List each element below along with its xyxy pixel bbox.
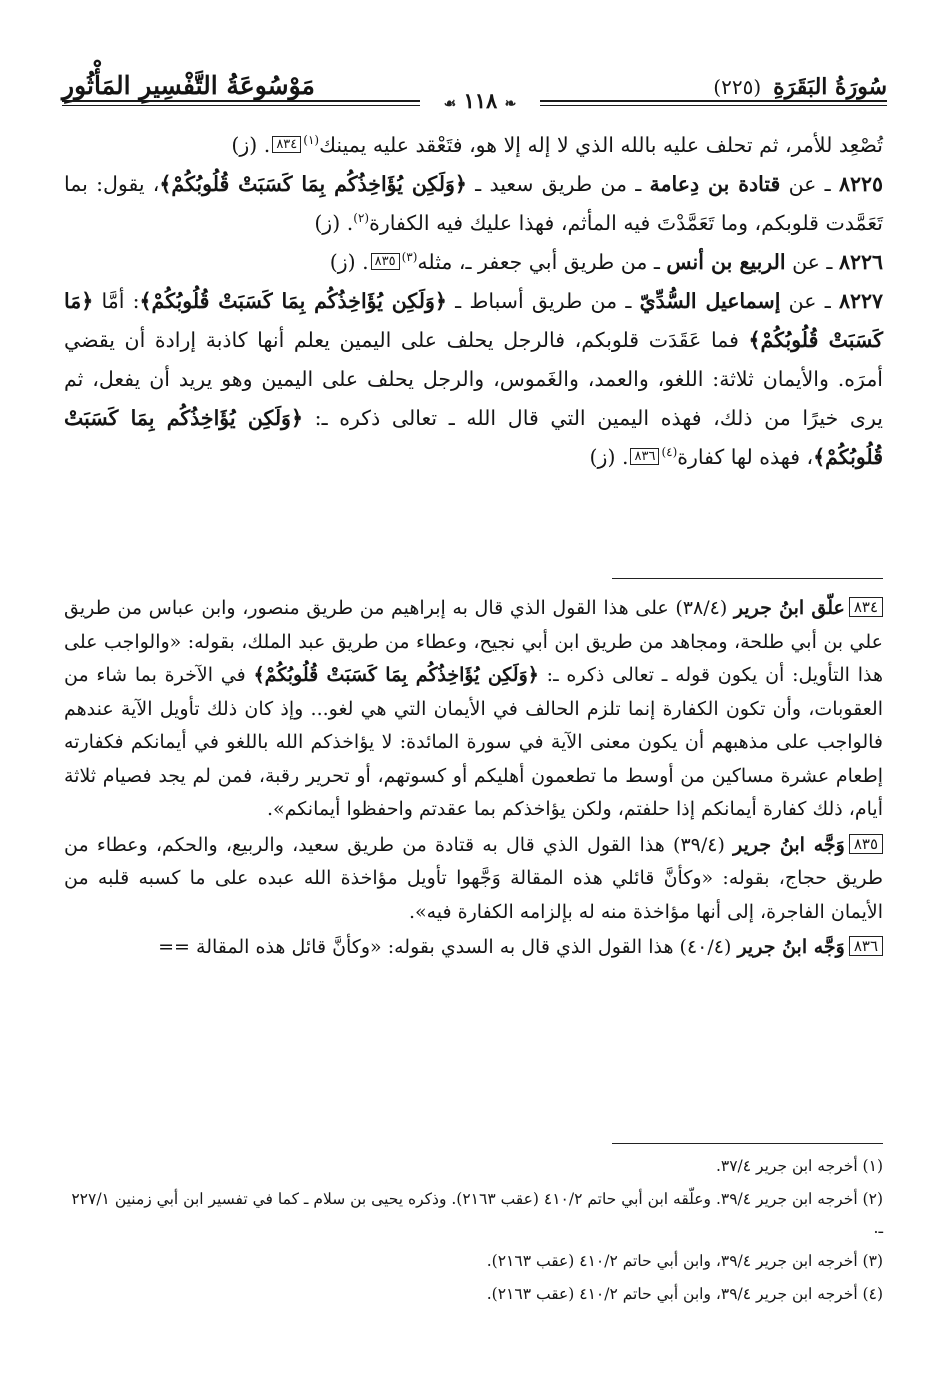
footnote-marker: (١) — [303, 133, 320, 148]
footnote-1: (١) أخرجه ابن جرير ٣٧/٤. — [715, 1157, 883, 1175]
commentary-separator — [612, 578, 883, 579]
commentary-number: ٨٣٥ — [849, 834, 883, 854]
footnote-marker: (٤) — [661, 445, 678, 460]
footnote-separator — [612, 1143, 883, 1144]
narration-8227: ٨٢٢٧ ـ عن إسماعيل السُّدِّيّ ـ من طريق أسباط ـ ﴿وَلَكِن يُؤَاخِذُكُم بِمَا كَسَبَتْ قُلُوبُكُمْ﴾: أمَّا ﴿مَا كَسَبَتْ قُلُوبُكُمْ﴾ فما عَقَدَت قلوبكم، فالرجل يحلف على اليمين يعلم أنها كاذبة إرادة أن يقضي أمرَه. والأيمان ثلاثة: اللغو، والعمد، والغَموس، والرجل يحلف على اليمين وهو يريد أن يفعل، ثم يرى خيرًا من ذلك، فهذه اليمين التي قال الله ـ تعالى ذكره ـ: ﴿وَلَكِن يُؤَاخِذُكُم بِمَا كَسَبَتْ قُلُوبُكُمْ﴾، فهذه لها كفارة$^{(٤)}$٨٣٦. (ز) — [64, 289, 883, 469]
commentary-ref: ٨٣٦ — [630, 448, 659, 465]
narration-continuation: تُصْعِد للأمر، ثم تحلف عليه بالله الذي لا إله إلا هو، فتَعْقد عليه يمينك$^{(١)}$٨٣٤. (ز) — [231, 133, 883, 157]
ornament-icon: ☙ — [443, 96, 457, 112]
narration-8225: ٨٢٢٥ ـ عن قتادة بن دِعامة ـ من طريق سعيد ـ ﴿وَلَكِن يُؤَاخِذُكُم بِمَا كَسَبَتْ قُلُوبُكُمْ﴾، يقول: بما تَعَمَّدت قلوبكم، وما تَعَمَّدْتَ فيه المأثم، فهذا عليك فيه الكفارة$^{(٢)}$. (ز) — [64, 172, 883, 235]
page-number-box — [420, 88, 540, 114]
ornament-icon: ❧ — [504, 96, 517, 112]
commentary-ref: ٨٣٥ — [371, 253, 400, 270]
footnote-marker: (٣) — [401, 250, 418, 265]
commentary-836: ٨٣٦وَجَّه ابنُ جرير (٤٠/٤) هذا القول الذي قال به السدي بقوله: «وكأنَّ قائل هذه المقالة == — [64, 931, 883, 965]
source-mark: . (ز) — [231, 133, 271, 157]
page-number: ١١٨ — [463, 88, 498, 113]
sura-heading — [713, 74, 887, 100]
main-text — [64, 126, 883, 477]
commentary-lead: علّق ابنُ جرير — [733, 597, 845, 619]
source-mark: . (ز) — [314, 211, 354, 235]
narration-number: ٨٢٢٧ — [838, 289, 883, 313]
narration-number: ٨٢٢٦ — [838, 250, 883, 274]
quran-quote: ﴿وَلَكِن يُؤَاخِذُكُم بِمَا كَسَبَتْ قُلُوبُكُمْ﴾ — [253, 664, 539, 686]
footnote-4: (٤) أخرجه ابن جرير ٣٩/٤، وابن أبي حاتم ٤١٠/٢ (عقب ٢١٦٣). — [486, 1285, 883, 1303]
quran-quote: ﴿وَلَكِن يُؤَاخِذُكُم بِمَا كَسَبَتْ قُلُوبُكُمْ﴾ — [139, 289, 447, 313]
commentary-lead: وَجَّه ابنُ جرير — [733, 833, 845, 856]
source-mark: . (ز) — [589, 445, 629, 469]
commentary-835: ٨٣٥وَجَّه ابنُ جرير (٣٩/٤) هذا القول الذي قال به قتادة من طريق سعيد، والربيع، والحكم، وعطاء من طريق حجاج، بقوله: «وكأنَّ قائلي هذه المقالة وَجَّهوا تأويل مؤاخذة الله عبده على ما كسبه قلبه من الأيمان الفاجرة، إلى أنها مؤاخذة منه له بإلزامه الكفارة فيه». — [64, 833, 883, 923]
commentary-number: ٨٣٤ — [849, 597, 883, 617]
narrator-name: قتادة بن دِعامة — [649, 172, 781, 196]
commentary-ref: ٨٣٤ — [272, 136, 301, 153]
footnote-2: (٢) أخرجه ابن جرير ٣٩/٤. وعلّقه ابن أبي حاتم ٤١٠/٢ (عقب ٢١٦٣). وذكره يحيى بن سلام ـ كما في تفسير ابن أبي زمنين ٢٢٧/١ ـ. — [71, 1190, 883, 1237]
commentary-lead: وَجَّه ابنُ جرير — [737, 936, 845, 958]
narration-8226: ٨٢٢٦ ـ عن الربيع بن أنس ـ من طريق أبي جعفر ـ، مثله$^{(٣)}$٨٣٥. (ز) — [329, 250, 883, 274]
commentary-number: ٨٣٦ — [849, 936, 883, 956]
encyclopedia-title: مَوْسُوعَةُ التَّفْسِيرِ المَأْثُورِ — [62, 71, 315, 100]
narrator-name: الربيع بن أنس — [666, 250, 786, 274]
narration-number: ٨٢٢٥ — [838, 172, 883, 196]
quran-quote: ﴿وَلَكِن يُؤَاخِذُكُم بِمَا كَسَبَتْ قُلُوبُكُمْ﴾ — [159, 172, 467, 196]
sura-title: سُورَةُ البَقَرَةِ — [773, 74, 887, 100]
footnote-3: (٣) أخرجه ابن جرير ٣٩/٤، وابن أبي حاتم ٤١٠/٢ (عقب ٢١٦٣). — [486, 1252, 883, 1270]
narrator-name: إسماعيل السُّدِّيّ — [639, 289, 781, 313]
quran-quote: ﴿مَا كَسَبَتْ قُلُوبُكُمْ﴾ — [64, 289, 883, 352]
footnotes — [64, 1152, 883, 1313]
commentary-section — [64, 592, 883, 967]
source-mark: . (ز) — [329, 250, 369, 274]
quran-quote: ﴿وَلَكِن يُؤَاخِذُكُم بِمَا كَسَبَتْ قُلُوبُكُمْ﴾ — [64, 406, 883, 469]
footnote-marker: (٢) — [353, 211, 370, 226]
commentary-834: ٨٣٤علّق ابنُ جرير (٣٨/٤) على هذا القول الذي قال به إبراهيم من طريق منصور، وابن عباس من طريق علي بن أبي طلحة، ومجاهد من طريق ابن أبي نجيح، وعطاء من طريق عبد الملك، بقوله: «والواجب على هذا التأويل: أن يكون قوله ـ تعالى ذكره ـ: ﴿وَلَكِن يُؤَاخِذُكُم بِمَا كَسَبَتْ قُلُوبُكُمْ﴾ في الآخرة بما شاء من العقوبات، وأن تكون الكفارة إنما تلزم الحالف في الأيمان التي هي لغو... وإذ كان ذلك تأويل الآية عندهم فالواجب على مذهبهم أن يكون معنى الآية في سورة المائدة: لا يؤاخذكم الله باللغو في أيمانكم فكفارته إطعام عشرة مساكين من أوسط ما تطعمون أهليكم أو كسوتهم، أو تحرير رقبة، فمن لم يجد فصيام ثلاثة أيام، ذلك كفارة أيمانكم إذا حلفتم، ولكن يؤاخذكم بما عقدتم واحفظوا أيمانكم». — [64, 597, 884, 820]
sura-number: (٢٢٥) — [713, 75, 762, 99]
